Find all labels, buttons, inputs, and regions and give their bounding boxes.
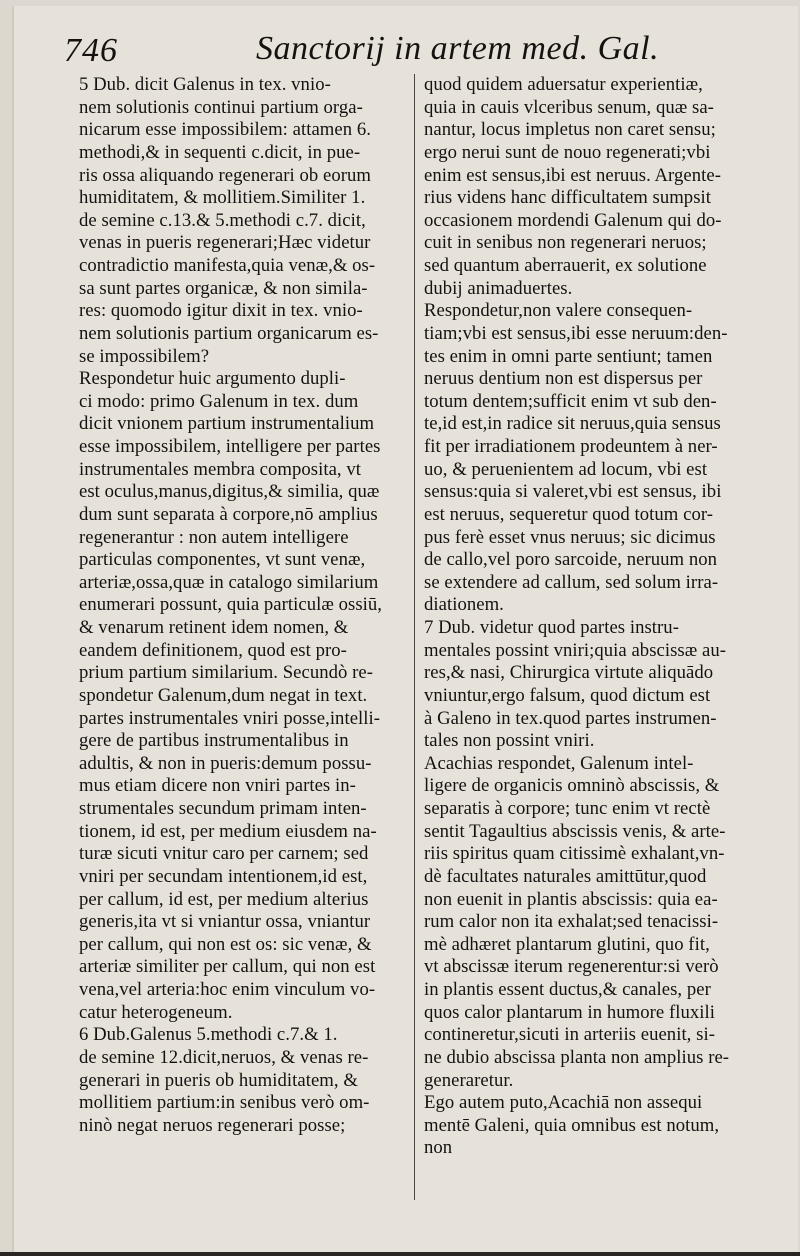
left-line: mollitiem partium:in senibus verò om- — [79, 1092, 370, 1114]
running-title: Sanctorij in artem med. Gal. — [256, 30, 660, 67]
left-line: ninò negat neruos regenerari posse; — [79, 1114, 346, 1136]
left-line: nem solutionis partium organicarum es- — [79, 322, 379, 344]
left-line: de semine 12.dicit,neruos, & venas re- — [79, 1046, 369, 1068]
page-bottom-edge — [0, 1252, 800, 1256]
right-line: pus ferè esset vnus neruus; sic dicimus — [424, 526, 716, 548]
right-line: riis spiritus quam citissimè exhalant,vn- — [424, 843, 725, 865]
right-line: 7 Dub. videtur quod partes instru- — [424, 617, 679, 638]
right-line: occasionem mordendi Galenum qui do- — [424, 209, 722, 231]
right-line: dubij animaduertes. — [424, 277, 573, 299]
right-line: dè facultates naturales amittūtur,quod — [424, 865, 707, 887]
column-divider — [414, 74, 415, 1200]
left-line: nem solutionis continui partium orga- — [79, 96, 363, 118]
left-line: contradictio manifesta,quia venæ,& os- — [79, 255, 376, 276]
right-line: vniuntur,ergo falsum, quod dictum est — [424, 684, 711, 706]
left-line: ci modo: primo Galenum in tex. dum — [79, 390, 359, 412]
right-line: in plantis essent ductus,& canales, per — [424, 979, 711, 1000]
right-text-column — [424, 74, 768, 1160]
right-line: neruus dentium non est dispersus per — [424, 368, 703, 390]
left-line: spondetur Galenum,dum negat in text. — [79, 684, 368, 706]
right-line: generaretur. — [424, 1069, 514, 1091]
right-line: uo, & peruenientem ad locum, vbi est — [424, 458, 708, 480]
right-line: sentit Tagaultius abscissis venis, & arte- — [424, 820, 726, 842]
left-line: partes instrumentales vniri posse,intelli- — [79, 707, 381, 729]
left-line: strumentales secundum primam inten- — [79, 798, 367, 819]
left-line: vena,vel arteria:hoc enim vinculum vo- — [79, 979, 376, 1000]
left-line: turæ sicuti vnitur caro per carnem; sed — [79, 843, 369, 865]
left-line: arteriæ similiter per callum, qui non est — [79, 956, 376, 978]
left-line: esse impossibilem, intelligere per partes — [79, 436, 381, 457]
left-text-column — [79, 74, 409, 1137]
right-line: mè adhæret plantarum glutini, quo fit, — [424, 933, 710, 955]
right-line: ergo nerui sunt de nouo regenerati;vbi — [424, 141, 711, 163]
left-line: tionem, id est, per medium eiusdem na- — [79, 820, 377, 842]
left-line: dum sunt separata à corpore,nō amplius — [79, 503, 378, 525]
right-line: Acachias respondet, Galenum intel- — [424, 752, 694, 774]
left-line: generis,ita vt si vniantur ossa, vniantur — [79, 911, 371, 933]
right-line: fit per irradiationem prodeuntem à ner- — [424, 436, 718, 457]
left-line: Respondetur huic argumento dupli- — [79, 368, 346, 390]
right-line: sed quantum aberrauerit, ex solutione — [424, 255, 707, 276]
right-line: se extendere ad callum, sed solum irra- — [424, 571, 719, 593]
right-line: Respondetur,non valere consequen- — [424, 300, 693, 322]
right-line: tales non possint vniri. — [424, 730, 595, 752]
right-line: sensus:quia si valeret,vbi est sensus, ibi — [424, 481, 722, 503]
right-line: contineretur,sicuti in arteriis euenit, si- — [424, 1024, 715, 1046]
right-line: diationem. — [424, 594, 504, 616]
page-header — [64, 18, 784, 78]
left-line: sa sunt partes organicæ, & non simila- — [79, 277, 368, 299]
left-line: & venarum retinent idem nomen, & — [79, 617, 349, 638]
right-line: Ego autem puto,Acachiā non assequi — [424, 1092, 703, 1114]
right-line: mentales possint vniri;quia abscissæ au- — [424, 639, 726, 661]
right-line: separatis à corpore; tunc enim vt rectè — [424, 798, 711, 819]
left-line: generari in pueris ob humiditatem, & — [79, 1069, 358, 1091]
right-line: totum dentem;sufficit enim vt sub den- — [424, 390, 717, 412]
left-line: humiditatem, & mollitiem.Similiter 1. — [79, 187, 366, 209]
right-line: à Galeno in tex.quod partes instrumen- — [424, 707, 717, 729]
right-line: cuit in senibus non regenerari neruos; — [424, 232, 707, 254]
right-line: quia in cauis vlceribus senum, quæ sa- — [424, 96, 714, 118]
right-line: te,id est,in radice sit neruus,quia sensus — [424, 413, 721, 435]
page-number: 746 — [64, 32, 118, 69]
left-line: regenerantur : non autem intelligere — [79, 526, 349, 548]
left-line: adultis, & non in pueris:demum possu- — [79, 752, 372, 774]
left-line: se impossibilem? — [79, 345, 210, 367]
left-line: prium partium similarium. Secundò re- — [79, 662, 374, 684]
left-line: enumerari possunt, quia particulæ ossiū, — [79, 594, 383, 616]
left-line: per callum, qui non est os: sic venæ, & — [79, 933, 372, 955]
left-line: 5 Dub. dicit Galenus in tex. vnio- — [79, 74, 331, 95]
left-line: gere de partibus instrumentalibus in — [79, 730, 349, 752]
left-line: nicarum esse impossibilem: attamen 6. — [79, 119, 371, 141]
left-line: de semine c.13.& 5.methodi c.7. dicit, — [79, 209, 366, 231]
left-line: mus etiam dicere non vniri partes in- — [79, 775, 356, 797]
right-line: ligere de organicis omninò abscissis, & — [424, 775, 720, 797]
right-line: de callo,vel poro sarcoide, neruum non — [424, 549, 718, 571]
left-line: catur heterogeneum. — [79, 1001, 233, 1023]
right-line: quod quidem aduersatur experientiæ, — [424, 74, 703, 95]
right-line: nantur, locus impletus non caret sensu; — [424, 119, 716, 141]
left-line: eandem definitionem, quod est pro- — [79, 639, 347, 661]
right-line: vt abscissæ iterum regenerentur:si verò — [424, 956, 719, 978]
left-line: arteriæ,ossa,quæ in catalogo similarium — [79, 571, 379, 593]
right-line: rum calor non ita exhalat;sed tenacissi- — [424, 911, 719, 933]
left-line: est oculus,manus,digitus,& similia, quæ — [79, 481, 380, 503]
right-line: non — [424, 1137, 453, 1159]
left-line: dicit vnionem partium instrumentalium — [79, 413, 375, 435]
right-line: non euenit in plantis abscissis: quia ea- — [424, 888, 718, 910]
left-line: res: quomodo igitur dixit in tex. vnio- — [79, 300, 363, 322]
left-line: methodi,& in sequenti c.dicit, in pue- — [79, 141, 361, 163]
right-line: tiam;vbi est sensus,ibi esse neruum:den- — [424, 322, 728, 344]
right-line: res,& nasi, Chirurgica virtute aliquādo — [424, 662, 714, 684]
left-line: particulas componentes, vt sunt venæ, — [79, 549, 366, 571]
right-line: ne dubio abscissa planta non amplius re- — [424, 1046, 730, 1068]
right-line: est neruus, sequeretur quod totum cor- — [424, 503, 714, 525]
right-line: rius videns hanc difficultatem sumpsit — [424, 187, 712, 209]
right-line: quos calor plantarum in humore fluxili — [424, 1001, 715, 1023]
right-line: tes enim in omni parte sentiunt; tamen — [424, 345, 713, 367]
left-line: per callum, id est, per medium alterius — [79, 888, 369, 910]
left-line: instrumentales membra composita, vt — [79, 458, 361, 480]
left-line: vniri per secundam intentionem,id est, — [79, 865, 368, 887]
right-line: mentē Galeni, quia omnibus est notum, — [424, 1114, 720, 1136]
left-line: venas in pueris regenerari;Hæc videtur — [79, 232, 371, 254]
left-line: ris ossa aliquando regenerari ob eorum — [79, 164, 371, 186]
left-line: 6 Dub.Galenus 5.methodi c.7.& 1. — [79, 1024, 338, 1046]
right-line: enim est sensus,ibi est neruus. Argente- — [424, 164, 721, 186]
